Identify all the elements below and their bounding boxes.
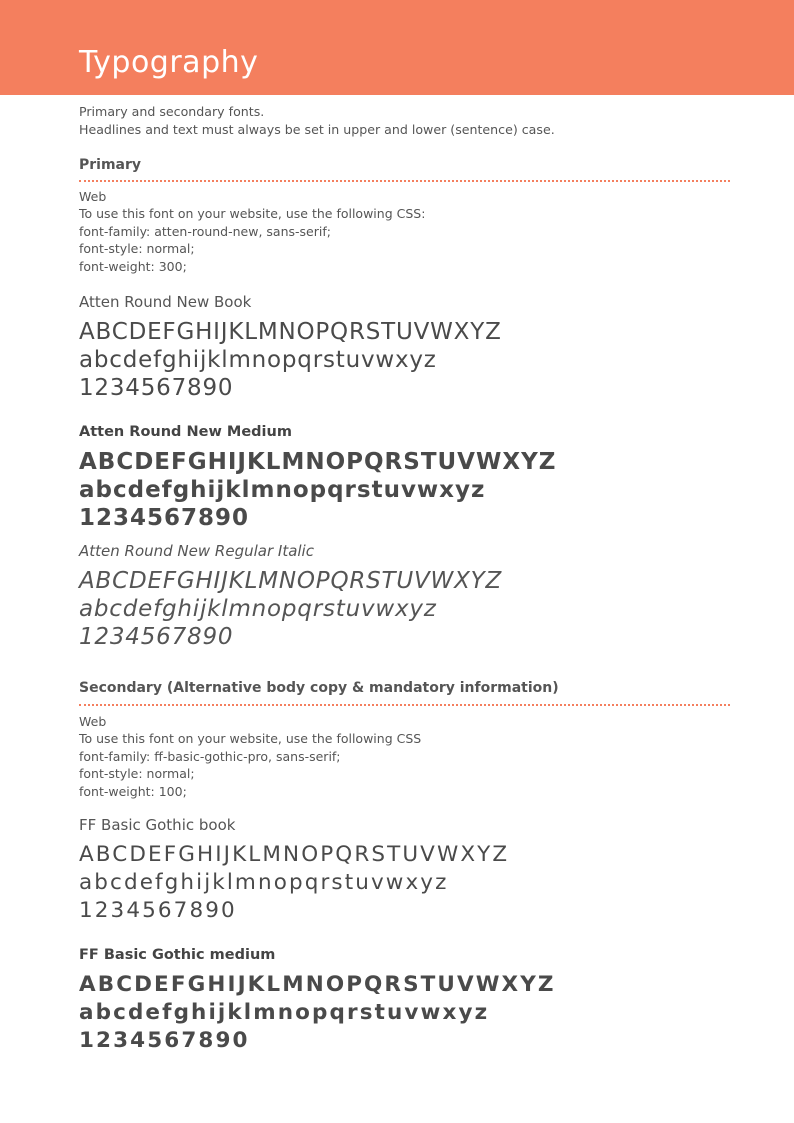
specimen-name: Atten Round New Regular Italic (79, 542, 314, 560)
font-specimen-atten-book (79, 292, 502, 402)
css-label: Web (79, 189, 107, 204)
specimen-uppercase: ABCDEFGHIJKLMNOPQRSTUVWXYZ (79, 972, 556, 997)
specimen-digits: 1234567890 (79, 1028, 250, 1053)
secondary-section-title: Secondary (Alternative body copy & mandatory information) (79, 680, 559, 696)
specimen-lowercase: abcdefghijklmnopqrstuvwxyz (79, 1000, 490, 1025)
specimen-lowercase: abcdefghijklmnopqrstuvwxyz (79, 870, 449, 895)
specimen-uppercase: ABCDEFGHIJKLMNOPQRSTUVWXYZ (79, 568, 503, 594)
secondary-divider (79, 704, 730, 706)
specimen-uppercase: ABCDEFGHIJKLMNOPQRSTUVWXYZ (79, 842, 510, 867)
specimen-digits: 1234567890 (79, 898, 237, 923)
specimen-name: Atten Round New Book (79, 293, 252, 311)
css-instruction: To use this font on your website, use the following CSS: (79, 206, 426, 222)
specimen-digits: 1234567890 (79, 375, 234, 401)
css-font-weight: font-weight: 300; (79, 258, 187, 274)
specimen-digits: 1234567890 (79, 624, 234, 650)
specimen-lowercase: abcdefghijklmnopqrstuvwxyz (79, 477, 486, 503)
specimen-digits: 1234567890 (79, 505, 250, 531)
css-font-family: font-family: ff-basic-gothic-pro, sans-serif; (79, 748, 341, 764)
css-font-weight: font-weight: 100; (79, 783, 187, 799)
specimen-lowercase: abcdefghijklmnopqrstuvwxyz (79, 347, 437, 373)
specimen-name: FF Basic Gothic book (79, 816, 236, 834)
intro-line: Headlines and text must always be set in upper and lower (sentence) case. (79, 122, 555, 137)
font-specimen-atten-medium (79, 422, 556, 532)
specimen-uppercase: ABCDEFGHIJKLMNOPQRSTUVWXYZ (79, 319, 502, 345)
specimen-uppercase: ABCDEFGHIJKLMNOPQRSTUVWXYZ (79, 449, 557, 475)
primary-section-title: Primary (79, 157, 142, 173)
specimen-name: Atten Round New Medium (79, 424, 292, 440)
css-font-style: font-style: normal; (79, 241, 195, 257)
specimen-lowercase: abcdefghijklmnopqrstuvwxyz (79, 596, 437, 622)
font-specimen-basic-gothic-medium (79, 945, 556, 1055)
font-specimen-basic-gothic-book (79, 815, 509, 925)
specimen-name: FF Basic Gothic medium (79, 947, 276, 963)
font-specimen-atten-italic (79, 541, 502, 651)
page-header (0, 0, 794, 95)
primary-divider (79, 180, 730, 182)
primary-css-block (79, 188, 425, 275)
css-label: Web (79, 714, 107, 729)
intro-text (79, 103, 719, 139)
css-font-family: font-family: atten-round-new, sans-serif; (79, 223, 331, 239)
css-instruction: To use this font on your website, use the following CSS (79, 731, 422, 747)
intro-line: Primary and secondary fonts. (79, 104, 265, 119)
secondary-css-block (79, 713, 421, 800)
css-font-style: font-style: normal; (79, 766, 195, 782)
page-title: Typography (79, 45, 259, 80)
